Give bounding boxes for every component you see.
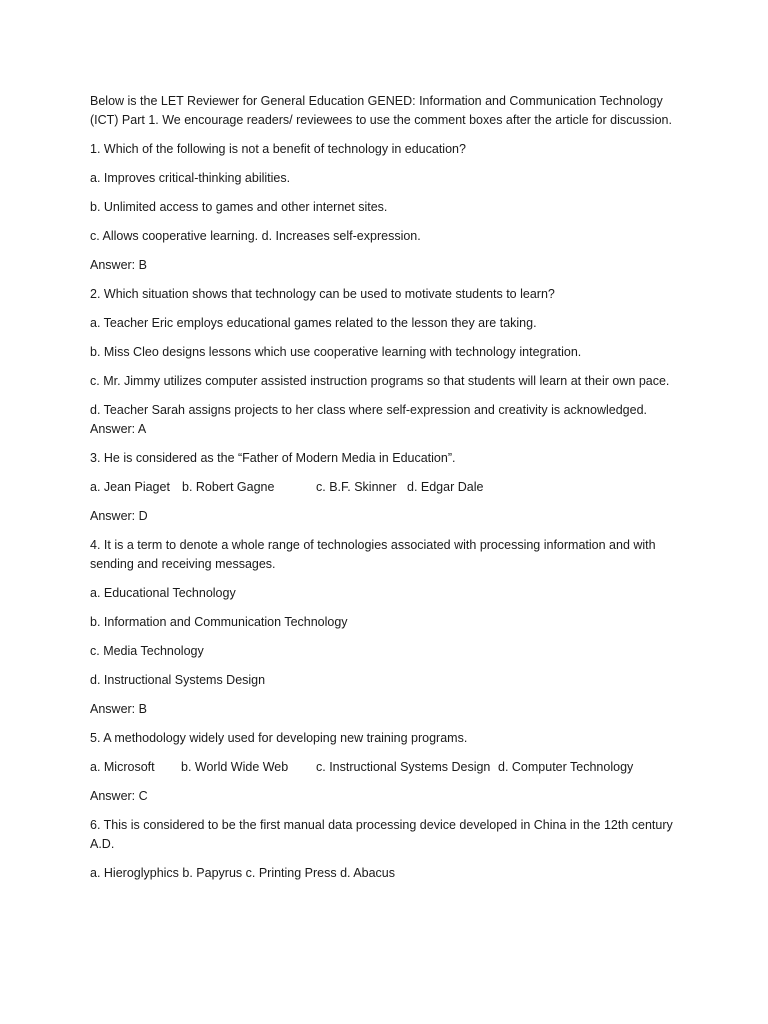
q4-option-b: b. Information and Communication Technology	[90, 615, 348, 629]
document-page	[90, 92, 690, 893]
q5-option-d: d. Computer Technology	[498, 760, 634, 774]
q3-options	[90, 478, 690, 497]
question-3: 3. He is considered as the “Father of Modern Media in Education”.	[90, 451, 456, 465]
question-4: 4. It is a term to denote a whole range of technologies associated with processing information and with sending and receiving messages.	[90, 538, 660, 571]
q2-option-c: c. Mr. Jimmy utilizes computer assisted instruction programs so that students will learn at their own pace.	[90, 374, 670, 388]
q1-option-b: b. Unlimited access to games and other internet sites.	[90, 200, 388, 214]
question-6: 6. This is considered to be the first manual data processing device developed in China in the 12th century A.D.	[90, 818, 676, 851]
question-5: 5. A methodology widely used for developing new training programs.	[90, 731, 468, 745]
q2-option-a: a. Teacher Eric employs educational games related to the lesson they are taking.	[90, 316, 537, 330]
intro-paragraph: Below is the LET Reviewer for General Education GENED: Information and Communication Technology (ICT) Part 1. We encourage readers/ reviewees to use the comment boxes after the article for discussion.	[90, 94, 672, 127]
q2-answer: Answer: A	[90, 422, 147, 436]
q2-option-b: b. Miss Cleo designs lessons which use cooperative learning with technology integration.	[90, 345, 582, 359]
q1-option-cd: c. Allows cooperative learning. d. Increases self-expression.	[90, 229, 421, 243]
q1-option-a: a. Improves critical-thinking abilities.	[90, 171, 291, 185]
q5-option-b: b. World Wide Web	[181, 760, 289, 774]
q5-options	[90, 758, 690, 777]
q3-option-a: a. Jean Piaget	[90, 480, 170, 494]
q5-option-c: c. Instructional Systems Design	[316, 760, 491, 774]
q3-option-b: b. Robert Gagne	[182, 480, 275, 494]
q6-options: a. Hieroglyphics b. Papyrus c. Printing Press d. Abacus	[90, 866, 396, 880]
question-2: 2. Which situation shows that technology can be used to motivate students to learn?	[90, 287, 555, 301]
q4-option-c: c. Media Technology	[90, 644, 204, 658]
question-1: 1. Which of the following is not a benefit of technology in education?	[90, 142, 466, 156]
q3-answer: Answer: D	[90, 509, 148, 523]
q4-answer: Answer: B	[90, 702, 147, 716]
q3-option-c: c. B.F. Skinner	[316, 480, 397, 494]
q1-answer: Answer: B	[90, 258, 147, 272]
q3-option-d: d. Edgar Dale	[407, 480, 484, 494]
q5-option-a: a. Microsoft	[90, 760, 155, 774]
q5-answer: Answer: C	[90, 789, 148, 803]
q2-option-d: d. Teacher Sarah assigns projects to her class where self-expression and creativity is acknowledged.	[90, 403, 647, 417]
q4-option-a: a. Educational Technology	[90, 586, 236, 600]
q4-option-d: d. Instructional Systems Design	[90, 673, 266, 687]
